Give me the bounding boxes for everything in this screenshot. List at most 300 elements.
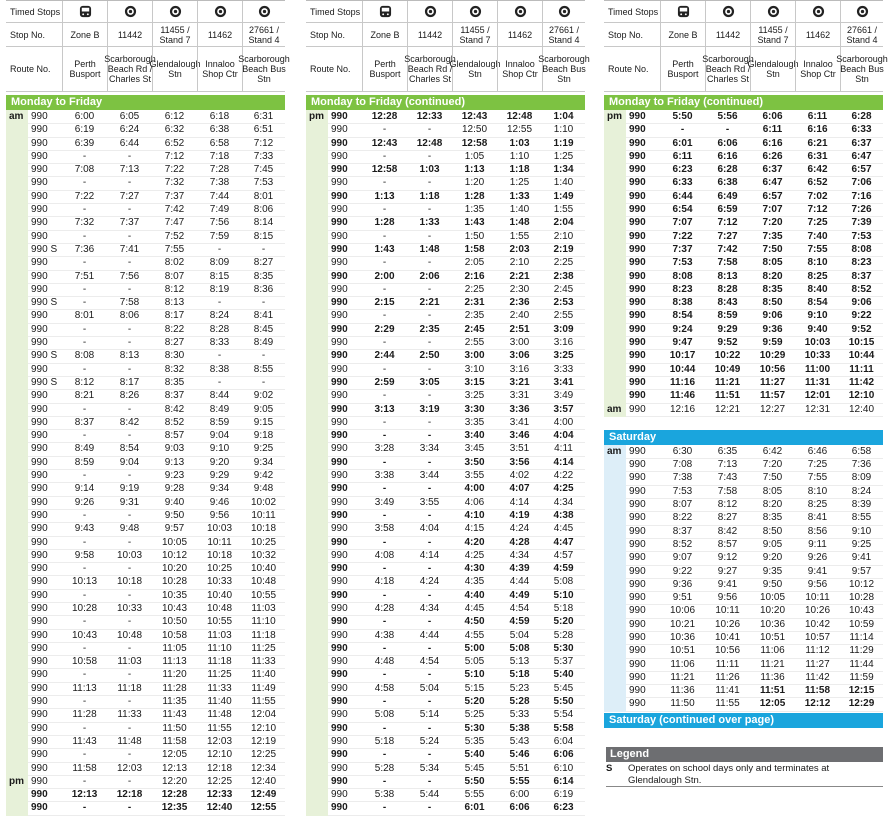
departure-time: 7:20 [750, 458, 795, 472]
departure-time: - [407, 336, 452, 350]
departure-time: 6:21 [795, 137, 840, 151]
departure-time: 2:40 [497, 309, 542, 323]
route-number: 990 [328, 642, 362, 656]
departure-time: - [362, 336, 407, 350]
departure-time: 11:03 [107, 655, 152, 669]
period-marker [6, 442, 28, 456]
departure-time: 9:05 [242, 403, 285, 417]
route-number: 990 [28, 629, 62, 643]
timetable-row [306, 469, 585, 482]
departure-time: - [107, 801, 152, 815]
route-number: 990 [328, 190, 362, 204]
departure-time: 7:12 [242, 137, 285, 151]
departure-time: 12:01 [795, 389, 840, 403]
departure-time: 10:48 [242, 575, 285, 589]
route-number: 990 [328, 482, 362, 496]
departure-time: 12:55 [242, 801, 285, 815]
departure-time: 1:49 [542, 190, 585, 204]
route-number: 990 [328, 283, 362, 297]
timetable-row [306, 589, 585, 602]
route-number: 990 [28, 708, 62, 722]
departure-time: 9:06 [840, 296, 883, 310]
departure-time: 6:31 [795, 150, 840, 164]
departure-time: 12:40 [242, 775, 285, 789]
departure-time: 12:28 [362, 110, 407, 124]
departure-time: 10:15 [840, 336, 883, 350]
departure-time: 3:05 [407, 376, 452, 390]
timetable-row [6, 176, 285, 189]
departure-time: 3:46 [497, 429, 542, 443]
timetable-row [6, 230, 285, 243]
route-number: 990 [328, 509, 362, 523]
period-marker [604, 296, 626, 310]
departure-time: 4:14 [542, 456, 585, 470]
departure-time: 6:37 [750, 163, 795, 177]
route-number: 990 [28, 615, 62, 629]
departure-time: 3:31 [497, 389, 542, 403]
departure-time: 4:14 [407, 549, 452, 563]
departure-time: - [62, 336, 107, 350]
departure-time: - [362, 456, 407, 470]
departure-time: 9:14 [62, 482, 107, 496]
period-marker [6, 203, 28, 217]
route-number: 990 S [28, 349, 62, 363]
departure-time: 4:34 [497, 549, 542, 563]
departure-time: 6:04 [542, 735, 585, 749]
departure-time: 7:16 [840, 190, 883, 204]
departure-time: 5:50 [542, 695, 585, 709]
route-number: 990 [626, 230, 660, 244]
period-marker [306, 536, 328, 550]
departure-time: - [107, 230, 152, 244]
route-number: 990 [626, 445, 660, 459]
departure-time: - [107, 150, 152, 164]
departure-time: 11:48 [107, 735, 152, 749]
departure-time: - [107, 403, 152, 417]
route-number: 990 [28, 536, 62, 550]
departure-time: - [62, 469, 107, 483]
departure-time: - [107, 642, 152, 656]
departure-time: 2:03 [497, 243, 542, 257]
departure-time: 8:13 [705, 270, 750, 284]
timetable-row [6, 496, 285, 509]
departure-time: 2:00 [362, 270, 407, 284]
departure-time: 1:55 [497, 230, 542, 244]
period-marker [306, 349, 328, 363]
period-marker [306, 775, 328, 789]
departure-time: 10:12 [840, 578, 883, 592]
departure-time: 9:59 [750, 336, 795, 350]
route-number: 990 [28, 482, 62, 496]
departure-time: - [62, 562, 107, 576]
stop-number: 11462 [795, 23, 840, 46]
period-marker [6, 389, 28, 403]
route-number: 990 [626, 618, 660, 632]
departure-time: - [407, 203, 452, 217]
route-point-name: Scarborough Beach Rd / Charles St [107, 47, 152, 91]
departure-time: 6:28 [840, 110, 883, 124]
section-title: Monday to Friday [6, 95, 285, 110]
route-number: 990 [328, 163, 362, 177]
departure-time: 10:18 [242, 522, 285, 536]
timetable-row [306, 456, 585, 469]
departure-time: 1:13 [452, 163, 497, 177]
period-marker [604, 498, 626, 512]
period-marker [6, 549, 28, 563]
departure-time: 1:40 [542, 176, 585, 190]
departure-time: 7:43 [705, 471, 750, 485]
departure-time: - [62, 775, 107, 789]
departure-time: 2:25 [452, 283, 497, 297]
timetable-row [306, 216, 585, 229]
route-number: 990 [328, 762, 362, 776]
departure-time: 11:44 [840, 658, 883, 672]
period-marker [6, 668, 28, 682]
departure-time: 12:50 [452, 123, 497, 137]
departure-time: 12:29 [840, 697, 883, 711]
period-marker: am [604, 445, 626, 459]
departure-time: - [407, 176, 452, 190]
departure-time: 3:58 [362, 522, 407, 536]
departure-time: 8:19 [197, 283, 242, 297]
route-number: 990 [626, 270, 660, 284]
departure-time: 3:40 [452, 429, 497, 443]
period-marker [6, 256, 28, 270]
departure-time: 11:58 [795, 684, 840, 698]
departure-time: 4:50 [452, 615, 497, 629]
departure-time: 8:37 [840, 270, 883, 284]
departure-time: - [362, 482, 407, 496]
timetable-row [306, 203, 585, 216]
departure-time: - [407, 642, 452, 656]
timetable-row [6, 589, 285, 602]
timetable-row [604, 658, 883, 671]
departure-time: 8:28 [705, 283, 750, 297]
timetable-row [6, 256, 285, 269]
timetable-row [604, 631, 883, 644]
departure-time: 12:25 [242, 748, 285, 762]
departure-time: - [362, 389, 407, 403]
route-number: 990 [28, 668, 62, 682]
departure-time: 7:06 [840, 176, 883, 190]
departure-time: 4:45 [542, 522, 585, 536]
route-number: 990 [626, 336, 660, 350]
departure-time: 12:12 [795, 697, 840, 711]
departure-time: 8:27 [242, 256, 285, 270]
period-marker [306, 629, 328, 643]
departure-time: 5:50 [452, 775, 497, 789]
departure-time: - [362, 536, 407, 550]
departure-time: 6:33 [660, 176, 705, 190]
departure-time: 4:38 [362, 629, 407, 643]
departure-time: 5:50 [660, 110, 705, 124]
route-number: 990 [626, 283, 660, 297]
period-marker: am [604, 403, 626, 417]
departure-time: 8:54 [660, 309, 705, 323]
departure-time: 2:05 [452, 256, 497, 270]
departure-time: 2:06 [407, 270, 452, 284]
departure-time: 11:46 [660, 389, 705, 403]
bus-icon [660, 1, 705, 22]
departure-time: 1:05 [452, 150, 497, 164]
departure-time: 7:59 [197, 230, 242, 244]
departure-time: - [407, 363, 452, 377]
legend-divider [606, 786, 883, 787]
period-marker [6, 296, 28, 310]
departure-time: 7:22 [62, 190, 107, 204]
departure-time: 2:10 [497, 256, 542, 270]
departure-time: 5:04 [497, 629, 542, 643]
timetable-row [6, 389, 285, 402]
route-number: 990 [626, 538, 660, 552]
departure-time: 6:52 [795, 176, 840, 190]
timetable-row [604, 203, 883, 216]
period-marker [604, 256, 626, 270]
departure-time: 8:24 [197, 309, 242, 323]
departure-time: 10:29 [750, 349, 795, 363]
departure-time: 9:42 [242, 469, 285, 483]
departure-time: - [362, 176, 407, 190]
route-number: 990 [28, 323, 62, 337]
period-marker [604, 123, 626, 137]
departure-time: - [407, 748, 452, 762]
departure-time: 11:42 [795, 671, 840, 685]
stop-number-row [306, 23, 585, 47]
departure-time: 6:00 [497, 788, 542, 802]
departure-time: 6:33 [840, 123, 883, 137]
period-marker [306, 243, 328, 257]
departure-time: 12:35 [152, 801, 197, 815]
timetable-row [306, 123, 585, 136]
departure-time: 8:33 [197, 336, 242, 350]
period-marker [6, 416, 28, 430]
route-number: 990 [328, 522, 362, 536]
departure-time: 5:56 [705, 110, 750, 124]
departure-time: 10:48 [197, 602, 242, 616]
timed-stop-icon [152, 1, 197, 22]
timetable-row [604, 243, 883, 256]
route-number: 990 [28, 788, 62, 802]
route-number: 990 [328, 775, 362, 789]
departure-time: 6:19 [542, 788, 585, 802]
departure-time: 9:43 [62, 522, 107, 536]
departure-time: 2:36 [497, 296, 542, 310]
departure-time: - [62, 589, 107, 603]
route-number: 990 [328, 629, 362, 643]
timetable-row [604, 471, 883, 484]
departure-time: 8:25 [795, 270, 840, 284]
timetable-row [306, 801, 585, 814]
route-number: 990 [626, 376, 660, 390]
departure-time: 10:20 [750, 604, 795, 618]
departure-time: - [362, 722, 407, 736]
departure-time: 11:40 [197, 695, 242, 709]
departure-time: 11:28 [62, 708, 107, 722]
departure-time: - [62, 722, 107, 736]
departure-time: 9:26 [795, 551, 840, 565]
departure-time: 2:55 [452, 336, 497, 350]
departure-time: 8:55 [242, 363, 285, 377]
timed-stop-icon [452, 1, 497, 22]
departure-time: 11:50 [152, 722, 197, 736]
period-marker [604, 644, 626, 658]
route-number: 990 [626, 511, 660, 525]
timetable-row [306, 309, 585, 322]
route-number: 990 [28, 110, 62, 124]
departure-time: 10:58 [152, 629, 197, 643]
departure-time: 10:17 [660, 349, 705, 363]
departure-time: 7:12 [795, 203, 840, 217]
departure-time: 1:20 [452, 176, 497, 190]
stop-number: 11462 [497, 23, 542, 46]
departure-time: 2:45 [542, 283, 585, 297]
departure-time: - [62, 801, 107, 815]
departure-time: - [362, 416, 407, 430]
departure-time: 5:10 [542, 589, 585, 603]
departure-time: 7:39 [840, 216, 883, 230]
period-marker [306, 323, 328, 337]
departure-time: 2:31 [452, 296, 497, 310]
departure-time: 7:55 [152, 243, 197, 257]
departure-time: 12:21 [705, 403, 750, 417]
departure-time: 6:12 [152, 110, 197, 124]
departure-time: 5:13 [497, 655, 542, 669]
departure-time: 9:15 [242, 416, 285, 430]
departure-time: 5:45 [452, 762, 497, 776]
departure-time: 11:43 [152, 708, 197, 722]
period-marker [306, 562, 328, 576]
departure-time: 6:35 [705, 445, 750, 459]
route-number: 990 [626, 389, 660, 403]
route-point-name: Scarborough Beach Bus Stn [840, 47, 883, 91]
route-number: 990 [626, 551, 660, 565]
timetable-row [306, 176, 585, 189]
departure-time: 8:50 [750, 525, 795, 539]
timetable-row [6, 615, 285, 628]
departure-time: 5:44 [407, 788, 452, 802]
departure-time: 1:18 [497, 163, 542, 177]
timetable-row [306, 243, 585, 256]
departure-time: 5:28 [497, 695, 542, 709]
timetable-row [306, 349, 585, 362]
departure-time: - [107, 283, 152, 297]
timetable-row [306, 722, 585, 735]
departure-time: 8:05 [750, 485, 795, 499]
timetable-row [6, 801, 285, 814]
departure-time: 8:45 [242, 323, 285, 337]
period-marker [604, 323, 626, 337]
timetable-row [604, 163, 883, 176]
departure-time: 11:40 [242, 668, 285, 682]
route-number: 990 [28, 137, 62, 151]
departure-time: 12:58 [452, 137, 497, 151]
departure-time: 9:56 [705, 591, 750, 605]
timetable-row [306, 655, 585, 668]
route-number: 990 [28, 469, 62, 483]
departure-time: 9:03 [152, 442, 197, 456]
departure-time: 8:08 [62, 349, 107, 363]
departure-time: 3:13 [362, 403, 407, 417]
departure-time: 8:55 [840, 511, 883, 525]
timetable-row [6, 748, 285, 761]
departure-time: - [407, 456, 452, 470]
departure-time: - [407, 389, 452, 403]
departure-time: 4:02 [497, 469, 542, 483]
departure-time: 1:04 [542, 110, 585, 124]
departure-time: 7:25 [795, 458, 840, 472]
departure-time: 10:32 [242, 549, 285, 563]
departure-time: 11:16 [660, 376, 705, 390]
period-marker [604, 578, 626, 592]
route-number: 990 [328, 615, 362, 629]
timetable-row [306, 536, 585, 549]
departure-time: 11:33 [107, 708, 152, 722]
route-number: 990 [28, 722, 62, 736]
route-point-name: Innaloo Shop Ctr [197, 47, 242, 91]
route-number: 990 [328, 536, 362, 550]
departure-time: 2:44 [362, 349, 407, 363]
route-number: 990 [328, 695, 362, 709]
period-marker [6, 562, 28, 576]
departure-time: 3:00 [452, 349, 497, 363]
departure-time: 3:41 [497, 416, 542, 430]
departure-time: - [107, 509, 152, 523]
timetable-row [306, 642, 585, 655]
departure-time: - [107, 668, 152, 682]
route-number: 990 [626, 403, 660, 417]
departure-time: 5:38 [497, 722, 542, 736]
period-marker [604, 458, 626, 472]
departure-time: 8:15 [242, 230, 285, 244]
route-number: 990 [626, 296, 660, 310]
departure-time: 3:49 [542, 389, 585, 403]
timetable-row [6, 762, 285, 775]
period-marker [6, 509, 28, 523]
departure-time: 1:33 [497, 190, 542, 204]
departure-time: 9:48 [242, 482, 285, 496]
timetable-row [6, 163, 285, 176]
stop-number: 27661 / Stand 4 [242, 23, 285, 46]
departure-time: 5:45 [542, 682, 585, 696]
timed-stop-icon [197, 1, 242, 22]
legend-description: Operates on school days only and terminates at Glendalough Stn. [628, 763, 830, 786]
timetable-row [604, 336, 883, 349]
departure-time: 11:57 [750, 389, 795, 403]
timetable-row [306, 190, 585, 203]
departure-time: 7:37 [660, 243, 705, 257]
departure-time: 10:55 [197, 615, 242, 629]
departure-time: 10:44 [660, 363, 705, 377]
timed-stop-icon [750, 1, 795, 22]
legend-title: Legend [606, 747, 883, 762]
departure-time: 2:10 [542, 230, 585, 244]
legend-key: S [606, 763, 613, 774]
timetable-row [604, 485, 883, 498]
departure-time: 8:02 [152, 256, 197, 270]
departure-time: 3:33 [542, 363, 585, 377]
departure-time: 7:33 [242, 150, 285, 164]
departure-time: - [197, 376, 242, 390]
timetable-row [6, 575, 285, 588]
departure-time: 10:51 [750, 631, 795, 645]
departure-time: - [407, 695, 452, 709]
departure-time: 7:12 [705, 216, 750, 230]
departure-time: 8:27 [152, 336, 197, 350]
stop-no-label: Stop No. [310, 29, 346, 40]
departure-time: 11:25 [242, 642, 285, 656]
route-number: 990 [626, 203, 660, 217]
route-number: 990 [626, 485, 660, 499]
